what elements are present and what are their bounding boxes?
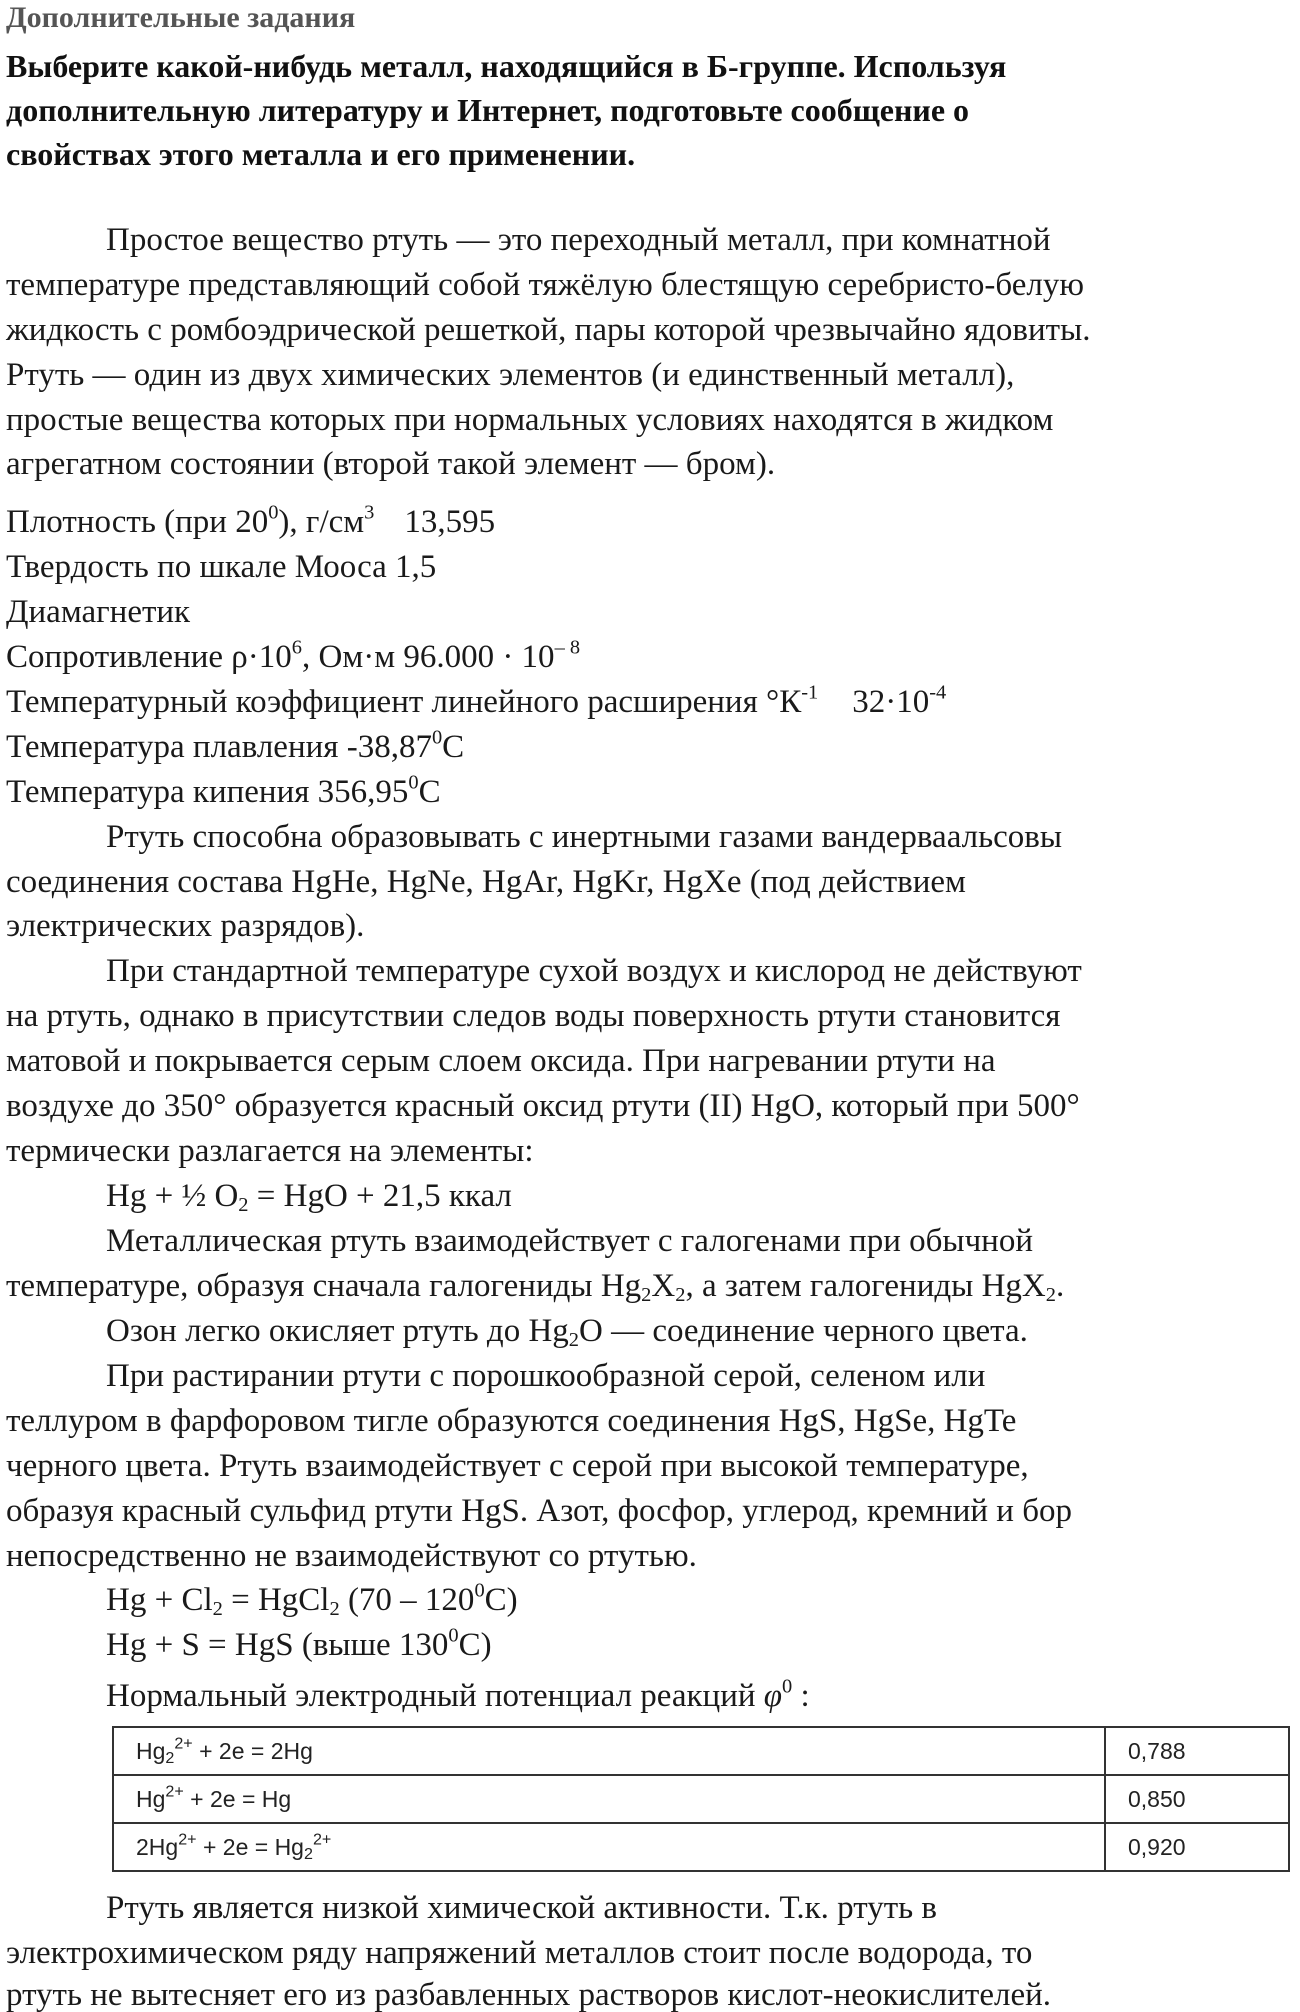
halogens-line: Металлическая ртуть взаимодействует с галогенами при обычной (106, 1223, 1033, 1259)
phi-symbol: φ (763, 1678, 783, 1714)
sulfur-line: непосредственно не взаимодействуют со ртутью. (6, 1538, 697, 1574)
table-row (113, 1823, 1289, 1871)
table-row (113, 1727, 1289, 1775)
section-heading: Дополнительные задания (6, 1, 356, 34)
reaction-cell: $Hg_2^{2+} + 2e = 2Hg$ (113, 1727, 1105, 1775)
noble-gases-line: электрических разрядов). (6, 908, 365, 944)
potentials-table (112, 1726, 1290, 1872)
reaction-cell: $2Hg^{2+} + 2e = Hg_2^{2+}$ (113, 1823, 1105, 1871)
intro-line: агрегатном состоянии (второй такой элемент — бром). (6, 446, 776, 482)
potential-value-cell: 0,850 (1105, 1775, 1289, 1823)
task-statement (6, 44, 1276, 176)
equation-chlorine: $Hg + Cl_2$ = HgCl$_2$ $(70 - 120^0С)$ (106, 1579, 518, 1621)
density-value: 13,595 (404, 504, 496, 540)
activity-line: ртуть не вытесняет его из разбавленных растворов кислот-неокислителей. (6, 1977, 1052, 2012)
oxidation-line: термически разлагается на элементы: (6, 1133, 534, 1169)
oxidation-line: на ртуть, однако в присутствии следов воды поверхность ртути становится (6, 998, 1061, 1034)
potential-value-cell: 0,788 (1105, 1727, 1289, 1775)
task-line: Выберите какой-нибудь металл, находящийся в Б-группе. Используя (6, 48, 1007, 84)
equation-oxide: Hg + ½ $O_2$ = HgO + 21,5 ккал (106, 1178, 512, 1217)
intro-line: жидкость с ромбоэдрической решеткой, пары которой чрезвычайно ядовиты. (6, 312, 1091, 348)
activity-line: электрохимическом ряду напряжений металлов стоит после водорода, то (6, 1935, 1033, 1971)
intro-line: Простое вещество ртуть — это переходный металл, при комнатной (106, 222, 1051, 258)
halogens-line: температуре, образуя сначала галогениды $Hg_2X_2$, а затем галогениды HgX$_2$. (6, 1268, 1065, 1307)
potential-value-cell: 0,920 (1105, 1823, 1289, 1871)
oxidation-line: матовой и покрывается серым слоем оксида. При нагревании ртути на (6, 1043, 996, 1079)
property-magnetism: Диамагнетик (6, 594, 191, 630)
property-hardness: Твердость по шкале Мооса 1,5 (6, 549, 437, 585)
potential-label: Нормальный электродный потенциал реакций $\varphi^0$ : (106, 1675, 810, 1714)
equation-sulfur: Hg + S = HgS (выше $130^0С$) (106, 1624, 492, 1663)
task-line: дополнительную литературу и Интернет, подготовьте сообщение о (6, 92, 970, 128)
ozone-line: Озон легко окисляет ртуть до $Hg_2O$ — соединение черного цвета. (106, 1313, 1028, 1352)
sulfur-line: образуя красный сульфид ртути HgS. Азот, фосфор, углерод, кремний и бор (6, 1493, 1073, 1529)
activity-line: Ртуть является низкой химической активности. Т.к. ртуть в (106, 1890, 937, 1926)
sulfur-line: черного цвета. Ртуть взаимодействует с серой при высокой температуре, (6, 1448, 1029, 1484)
noble-gases-line: Ртуть способна образовывать с инертными газами вандерваальсовы (106, 819, 1063, 855)
reaction-cell: $Hg^{2+} + 2e = Hg$ (113, 1775, 1105, 1823)
oxidation-line: воздухе до 350° образуется красный оксид ртути (II) HgO, который при 500° (6, 1088, 1080, 1124)
intro-line: температуре представляющий собой тяжёлую блестящую серебристо-белую (6, 267, 1085, 303)
property-boiling: Температура кипения 356,95$^0$С (6, 771, 441, 810)
intro-line: простые вещества которых при нормальных условиях находятся в жидком (6, 402, 1054, 438)
property-expansion: Температурный коэффициент линейного расширения $^\circ К^{-1}$ $32\cdot 10^{-4}$ (6, 681, 947, 720)
noble-gases-line: соединения состава HgHe, HgNe, HgAr, HgKr, HgXe (под действием (6, 864, 966, 900)
task-line: свойствах этого металла и его применении. (6, 136, 636, 172)
property-resistance: Сопротивление $\rho\cdot 10^6$, Ом·м $96.000 \cdot 10^{- 8}$ (6, 636, 581, 675)
property-melting: Температура плавления -38,87$^0$С (6, 726, 465, 765)
intro-line: Ртуть — один из двух химических элементов (и единственный металл), (6, 357, 1015, 393)
oxidation-line: При стандартной температуре сухой воздух и кислород не действуют (106, 953, 1082, 989)
property-density: Плотность (при $20^0$), $г/см^3$ 13,595 (6, 501, 496, 540)
table-row (113, 1775, 1289, 1823)
sulfur-line: При растирании ртути с порошкообразной серой, селеном или (106, 1358, 986, 1394)
sulfur-line: теллуром в фарфоровом тигле образуются соединения HgS, HgSe, HgTe (6, 1403, 1017, 1439)
